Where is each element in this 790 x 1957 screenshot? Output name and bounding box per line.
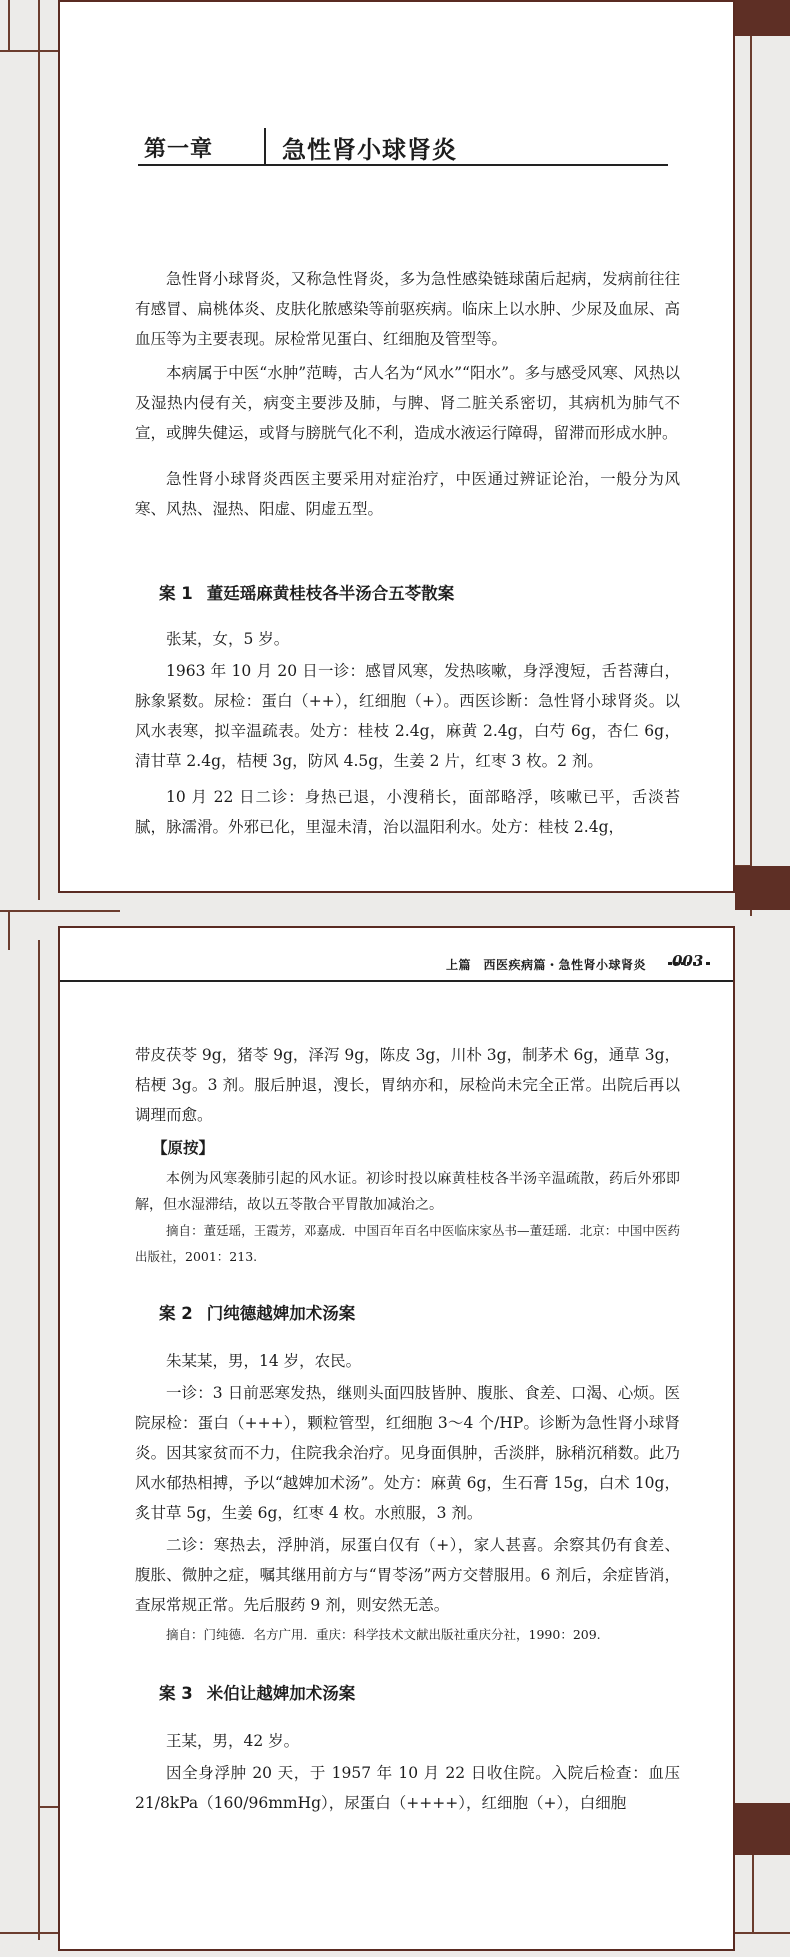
chapter-heading (138, 128, 668, 166)
corner-block-mid-right (735, 866, 790, 910)
case-3-heading (159, 1680, 355, 1704)
case-3-title: 米伯让越婢加术汤案 (206, 1684, 356, 1703)
case-1-title: 董廷瑶麻黄桂枝各半汤合五苓散案 (206, 584, 455, 603)
frame-line-mid-left (0, 910, 120, 912)
chapter-number: 第一章 (144, 136, 214, 162)
case-1-continuation: 带皮茯苓 9g，猪苓 9g，泽泻 9g，陈皮 3g，川朴 3g，制茅术 6g，通草 3g，桔梗 3g。3 剂。服后肿退，溲长，胃纳亦和，尿检尚未完全正常。出院后再以调理而愈。 (135, 1046, 680, 1124)
case-2-patient: 朱某某，男，14 岁，农民。 (166, 1352, 362, 1370)
case-1-source: 摘自：董廷瑶，王霞芳，邓嘉成．中国百年百名中医临床家丛书—董廷瑶．北京：中国中医药出版社，2001：213. (135, 1223, 680, 1264)
book-page-2 (58, 926, 735, 1951)
case-3-patient: 王某，男，42 岁。 (166, 1732, 300, 1750)
chapter-title: 急性肾小球肾炎 (282, 136, 457, 164)
running-header (60, 950, 733, 982)
case-1-label: 案 1 (159, 584, 193, 603)
running-head-text: 上篇 西医疾病篇・急性肾小球肾炎 (446, 958, 647, 972)
frame-line-right-lower (752, 1855, 754, 1932)
frame-line-left-mid (8, 910, 10, 950)
case-1-patient: 张某，女，5 岁。 (166, 630, 290, 648)
corner-block-bottom-right (735, 1803, 790, 1855)
frame-line-left-lower (38, 940, 40, 1940)
case-1-heading (159, 580, 454, 604)
frame-line-right-1 (750, 36, 752, 916)
case-1-first-visit: 1963 年 10 月 20 日一诊：感冒风寒，发热咳嗽，身浮溲短，舌苔薄白，脉象紧数。尿检：蛋白（++），红细胞（+）。西医诊断：急性肾小球肾炎。以风水表寒，拟辛温疏表。处方：桂枝 2.4g，麻黄 2.4g，白芍 6g，杏仁 6g，清甘草 2.4g，桔梗 3g，防风 4.5g，生姜 2 片，红枣 3 枚。2 剂。 (135, 662, 680, 770)
case-2-title: 门纯德越婢加术汤案 (206, 1304, 356, 1323)
original-note-heading: 【原按】 (152, 1139, 215, 1157)
frame-line-left-outer (38, 0, 40, 900)
intro-paragraph-2: 本病属于中医“水肿”范畴，古人名为“风水”“阳水”。多与感受风寒、风热以及湿热内侵有关，病变主要涉及肺，与脾、肾二脏关系密切，其病机为肺气不宣，或脾失健运，或肾与膀胱气化不利，造成水液运行障碍，留滞而形成水肿。 (135, 364, 680, 442)
case-3-first-visit: 因全身浮肿 20 天，于 1957 年 10 月 22 日收住院。入院后检查：血压 21/8kPa（160/96mmHg），尿蛋白（++++），红细胞（+），白细胞 (135, 1764, 680, 1812)
intro-paragraph-1: 急性肾小球肾炎，又称急性肾炎，多为急性感染链球菌后起病，发病前往往有感冒、扁桃体炎、皮肤化脓感染等前驱疾病。临床上以水肿、少尿及血尿、高血压等为主要表现。尿检常见蛋白、红细胞及管型等。 (135, 270, 680, 348)
case-1-second-visit: 10 月 22 日二诊：身热已退，小溲稍长，面部略浮，咳嗽已平，舌淡苔腻，脉濡滑。外邪已化，里湿未清，治以温阳利水。处方：桂枝 2.4g， (135, 788, 680, 836)
case-2-source: 摘自：门纯德．名方广用．重庆：科学技术文献出版社重庆分社，1990：209. (166, 1627, 601, 1642)
case-3-label: 案 3 (159, 1684, 193, 1703)
frame-line-left-top (8, 0, 10, 52)
case-2-heading (159, 1300, 355, 1324)
intro-paragraph-3: 急性肾小球肾炎西医主要采用对症治疗，中医通过辨证论治，一般分为风寒、风热、湿热、阳虚、阴虚五型。 (135, 470, 680, 518)
original-note-text: 本例为风寒袭肺引起的风水证。初诊时投以麻黄桂枝各半汤辛温疏散，药后外邪即解，但水湿滞结，故以五苓散合平胃散加减治之。 (135, 1171, 680, 1213)
case-2-first-visit: 一诊：3 日前恶寒发热，继则头面四肢皆肿、腹胀、食差、口渴、心烦。医院尿检：蛋白（+++），颗粒管型，红细胞 3～4 个/HP。诊断为急性肾小球肾炎。因其家贫而不力，住院我余治疗。见身面俱肿，舌淡胖，脉稍沉稍数。此乃风水郁热相搏，予以“越婢加术汤”。处方：麻黄 6g，生石膏 15g，白术 10g，炙甘草 5g，生姜 6g，红枣 4 枚。水煎服，3 剂。 (135, 1384, 680, 1522)
chapter-separator (264, 128, 266, 164)
case-2-label: 案 2 (159, 1304, 193, 1323)
page-number-dots (668, 962, 710, 965)
page-number: 003 (672, 952, 704, 970)
book-page-1 (58, 0, 735, 893)
case-2-second-visit: 二诊：寒热去，浮肿消，尿蛋白仅有（+），家人甚喜。余察其仍有食差、腹胀、微肿之症，嘱其继用前方与“胃苓汤”两方交替服用。6 剂后，余症皆消，查尿常规正常。先后服药 9 剂，则安然无恙。 (135, 1536, 680, 1614)
